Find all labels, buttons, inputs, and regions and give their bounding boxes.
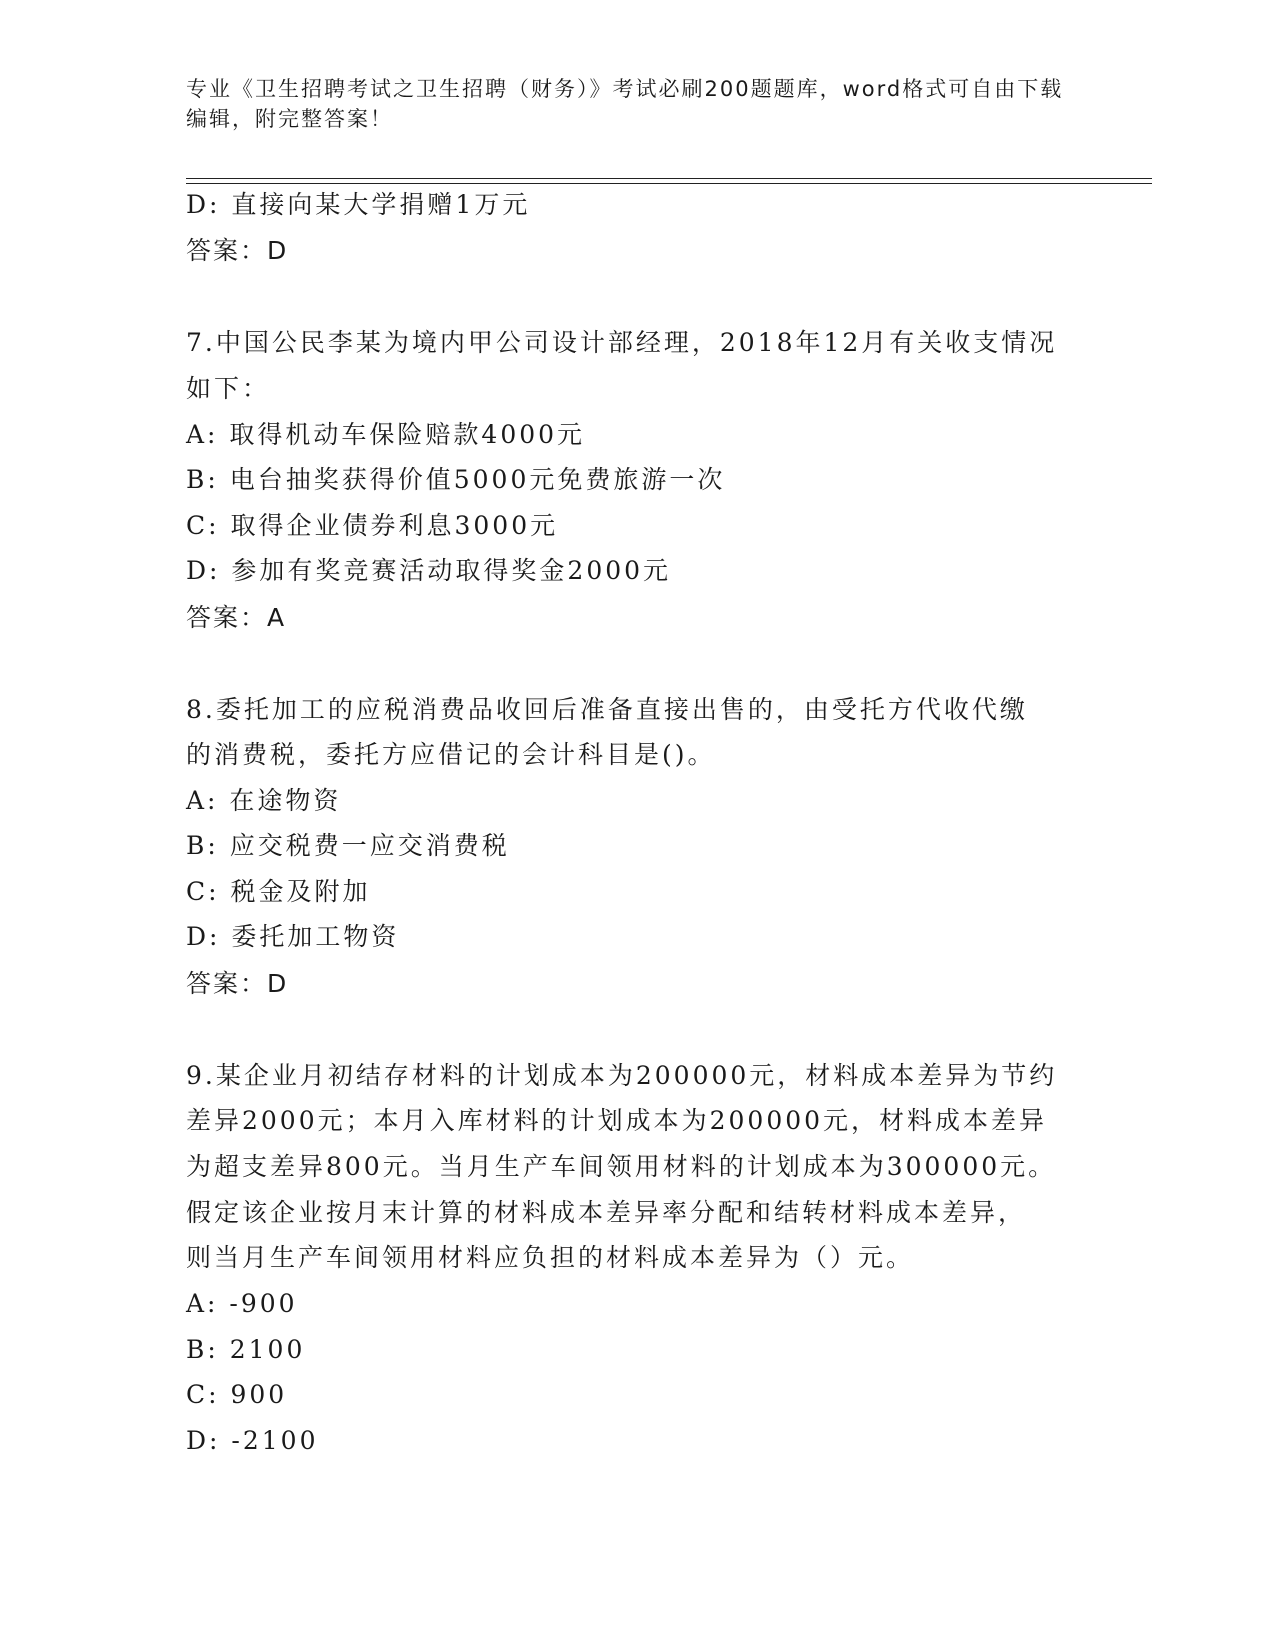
q8-stem-line2: 的消费税，委托方应借记的会计科目是()。 [186,740,716,769]
q8-answer: 答案：D [186,969,289,998]
header-rule-top [186,178,1152,179]
q6-option-d: D: 直接向某大学捐赠1万元 [186,190,531,219]
q7-option-b: B: 电台抽奖获得价值5000元免费旅游一次 [186,465,726,494]
q7-option-a: A: 取得机动车保险赔款4000元 [186,420,586,449]
q8-option-a: A: 在途物资 [186,786,342,815]
q8-stem-line1: 8.委托加工的应税消费品收回后准备直接出售的，由受托方代收代缴 [186,695,1028,724]
q8-option-d: D: 委托加工物资 [186,922,400,951]
q9-stem-line3: 为超支差异800元。当月生产车间领用材料的计划成本为300000元。 [186,1152,1057,1181]
q9-stem-line4: 假定该企业按月末计算的材料成本差异率分配和结转材料成本差异， [186,1198,1027,1227]
q7-option-d: D: 参加有奖竞赛活动取得奖金2000元 [186,556,672,585]
q8-option-c: C: 税金及附加 [186,877,371,906]
q7-option-c: C: 取得企业债券利息3000元 [186,511,559,540]
q9-option-c: C: 900 [186,1380,288,1409]
document-header: 专业《卫生招聘考试之卫生招聘（财务）》考试必刷200题题库，word格式可自由下载编辑，附完整答案！ [186,77,1064,131]
q9-option-b: B: 2100 [186,1335,306,1364]
header-rule-bottom [186,183,1152,184]
q9-stem-line2: 差异2000元；本月入库材料的计划成本为200000元，材料成本差异 [186,1106,1048,1135]
q9-stem-line1: 9.某企业月初结存材料的计划成本为200000元，材料成本差异为节约 [186,1061,1058,1090]
q9-option-a: A: -900 [186,1289,298,1318]
q6-answer: 答案：D [186,236,289,265]
q9-option-d: D: -2100 [186,1426,319,1455]
q7-answer: 答案：A [186,603,287,632]
q7-stem-line2: 如下： [186,374,271,403]
q7-stem-line1: 7.中国公民李某为境内甲公司设计部经理，2018年12月有关收支情况 [186,328,1058,357]
q8-option-b: B: 应交税费一应交消费税 [186,831,510,860]
q9-stem-line5: 则当月生产车间领用材料应负担的材料成本差异为（）元。 [186,1243,915,1272]
